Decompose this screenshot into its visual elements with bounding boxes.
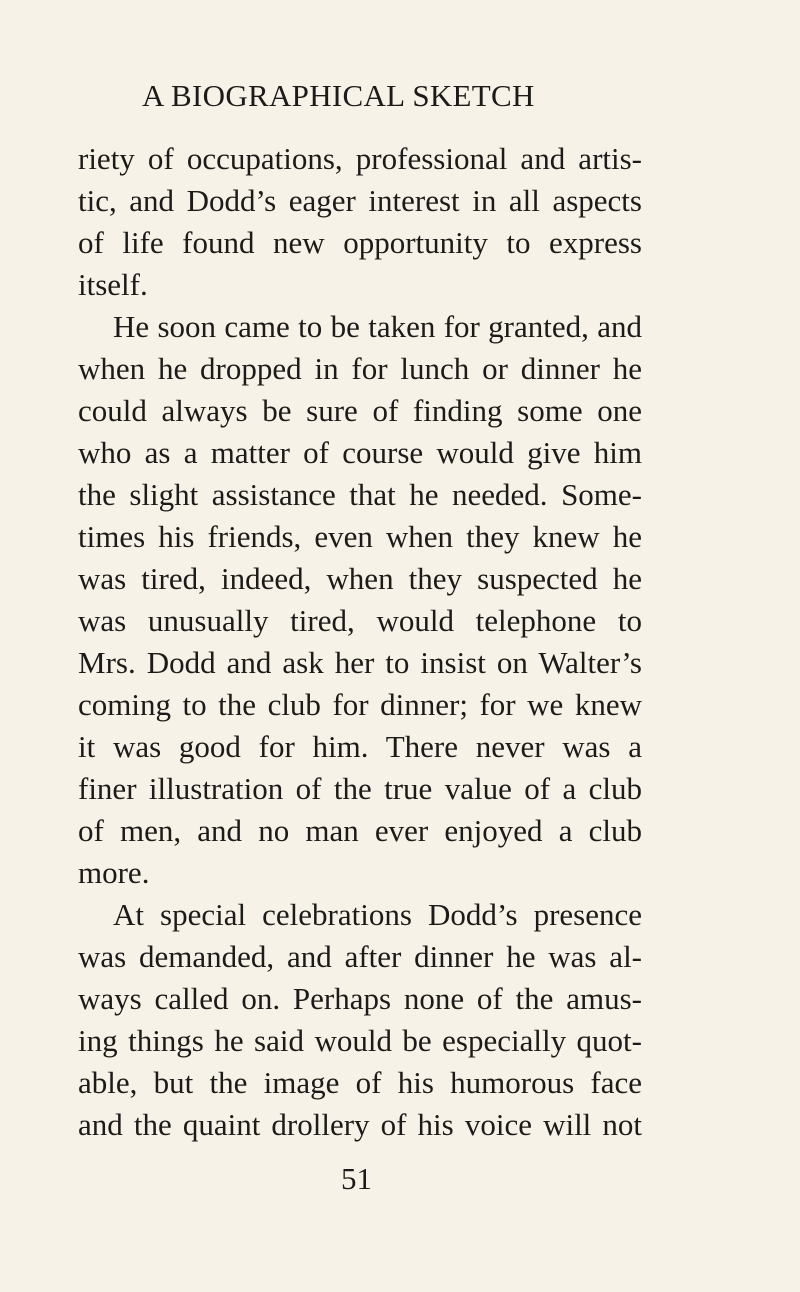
page-number: 51 xyxy=(341,1161,372,1196)
text-line: ways called on. Perhaps none of the amus- xyxy=(78,981,642,1016)
text-line: finer illustration of the true value of a club xyxy=(78,771,642,806)
text-line: At special celebrations Dodd’s presence xyxy=(113,897,642,932)
text-line: times his friends, even when they knew he xyxy=(78,519,642,554)
text-line: the slight assistance that he needed. Some- xyxy=(78,477,642,512)
text-line: could always be sure of finding some one xyxy=(78,393,642,428)
text-line: when he dropped in for lunch or dinner he xyxy=(78,351,642,386)
text-line: Mrs. Dodd and ask her to insist on Walter’s xyxy=(78,645,642,680)
running-head: A BIOGRAPHICAL SKETCH xyxy=(142,78,535,113)
text-line: of life found new opportunity to express xyxy=(78,225,642,260)
text-line: it was good for him. There never was a xyxy=(78,729,642,764)
text-line: was unusually tired, would telephone to xyxy=(78,603,642,638)
text-line: of men, and no man ever enjoyed a club xyxy=(78,813,642,848)
text-line: ing things he said would be especially quot- xyxy=(78,1023,642,1058)
text-line: and the quaint drollery of his voice will not xyxy=(78,1107,642,1142)
text-line: was tired, indeed, when they suspected he xyxy=(78,561,642,596)
text-line: able, but the image of his humorous face xyxy=(78,1065,642,1100)
text-line: was demanded, and after dinner he was al- xyxy=(78,939,642,974)
text-line: He soon came to be taken for granted, and xyxy=(113,309,642,344)
text-line: coming to the club for dinner; for we knew xyxy=(78,687,642,722)
text-line: itself. xyxy=(78,267,148,302)
text-line: tic, and Dodd’s eager interest in all aspects xyxy=(78,183,642,218)
text-line: more. xyxy=(78,855,150,890)
text-line: who as a matter of course would give him xyxy=(78,435,642,470)
text-line: riety of occupations, professional and artis- xyxy=(78,141,642,176)
